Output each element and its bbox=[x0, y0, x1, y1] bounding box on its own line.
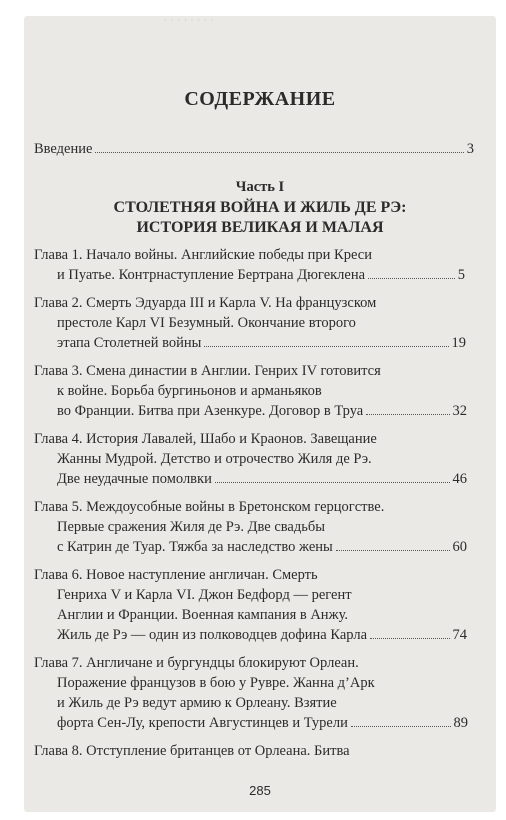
chapter-6-line-1: Глава 6. Новое наступление англичан. Смерть bbox=[34, 567, 318, 583]
leader-dots bbox=[336, 550, 450, 551]
chapter-4-line-3: Две неудачные помолвки bbox=[57, 471, 212, 487]
chapter-1-last-row bbox=[57, 265, 465, 285]
chapter-6-line-4: Жиль де Рэ — один из полководцев дофина Карла bbox=[57, 627, 368, 643]
chapter-1-line-1: Глава 1. Начало войны. Английские победы при Креси bbox=[34, 247, 372, 263]
part-title-line-1: СТОЛЕТНЯЯ ВОЙНА И ЖИЛЬ ДЕ РЭ: bbox=[113, 199, 407, 216]
toc-entry-intro bbox=[34, 139, 474, 159]
chapter-5-line-3: с Катрин де Туар. Тяжба за наследство жены bbox=[57, 539, 333, 555]
chapter-3-line-2: к войне. Борьба бургиньонов и арманьяков bbox=[57, 383, 322, 399]
leader-dots bbox=[368, 278, 455, 279]
toc-intro-page: 3 bbox=[466, 141, 474, 157]
chapter-7-page: 89 bbox=[453, 715, 468, 731]
chapter-2-line-1: Глава 2. Смерть Эдуарда III и Карла V. На французском bbox=[34, 295, 377, 311]
part-label: Часть I bbox=[235, 179, 285, 195]
leader-dots bbox=[370, 638, 449, 639]
chapter-5-line-1: Глава 5. Междоусобные войны в Бретонском герцогстве. bbox=[34, 499, 385, 515]
chapter-3-last-row bbox=[57, 401, 467, 421]
chapter-1-line-2: и Пуатье. Контрнаступление Бертрана Дюгеклена bbox=[57, 267, 366, 283]
chapter-7-line-1: Глава 7. Англичане и бургундцы блокируют Орлеан. bbox=[34, 655, 359, 671]
chapter-7-line-3: и Жиль де Рэ ведут армию к Орлеану. Взятие bbox=[57, 695, 337, 711]
chapter-7-line-2: Поражение французов в бою у Рувре. Жанна д’Арк bbox=[57, 675, 375, 691]
book-page bbox=[24, 16, 496, 812]
page-number: 285 bbox=[249, 783, 271, 798]
leader-dots bbox=[366, 414, 449, 415]
chapter-2-line-2: престоле Карл VI Безумный. Окончание второго bbox=[57, 315, 356, 331]
chapter-4-line-2: Жанны Мудрой. Детство и отрочество Жиля де Рэ. bbox=[57, 451, 372, 467]
leader-dots bbox=[204, 346, 448, 347]
chapter-2-page: 19 bbox=[451, 335, 466, 351]
chapter-8-line-1: Глава 8. Отступление британцев от Орлеана. Битва bbox=[34, 743, 350, 759]
chapter-2-last-row bbox=[57, 333, 466, 353]
leader-dots bbox=[95, 152, 463, 153]
page-title: СОДЕРЖАНИЕ bbox=[184, 88, 336, 110]
chapter-5-line-2: Первые сражения Жиля де Рэ. Две свадьбы bbox=[57, 519, 325, 535]
chapter-6-page: 74 bbox=[452, 627, 467, 643]
chapter-4-last-row bbox=[57, 469, 467, 489]
chapter-6-last-row bbox=[57, 625, 467, 645]
chapter-3-line-3: во Франции. Битва при Азенкуре. Договор в Труа bbox=[57, 403, 364, 419]
chapter-7-last-row bbox=[57, 713, 468, 733]
chapter-4-line-1: Глава 4. История Лавалей, Шабо и Краонов. Завещание bbox=[34, 431, 377, 447]
chapter-7-line-4: форта Сен-Лу, крепости Августинцев и Турели bbox=[57, 715, 348, 731]
chapter-6-line-2: Генриха V и Карла VI. Джон Бедфорд — регент bbox=[57, 587, 352, 603]
part-title-line-2: ИСТОРИЯ ВЕЛИКАЯ И МАЛАЯ bbox=[136, 219, 384, 236]
leader-dots bbox=[351, 726, 451, 727]
chapter-3-line-1: Глава 3. Смена династии в Англии. Генрих IV готовится bbox=[34, 363, 381, 379]
chapter-5-page: 60 bbox=[452, 539, 467, 555]
chapter-4-page: 46 bbox=[452, 471, 467, 487]
header-bleed: · · · · · · · · bbox=[164, 16, 215, 24]
chapter-3-page: 32 bbox=[452, 403, 467, 419]
leader-dots bbox=[215, 482, 450, 483]
chapter-1-page: 5 bbox=[457, 267, 465, 283]
chapter-2-line-3: этапа Столетней войны bbox=[57, 335, 202, 351]
toc-intro-label: Введение bbox=[34, 141, 93, 157]
chapter-5-last-row bbox=[57, 537, 467, 557]
chapter-6-line-3: Англии и Франции. Военная кампания в Анжу. bbox=[57, 607, 349, 623]
